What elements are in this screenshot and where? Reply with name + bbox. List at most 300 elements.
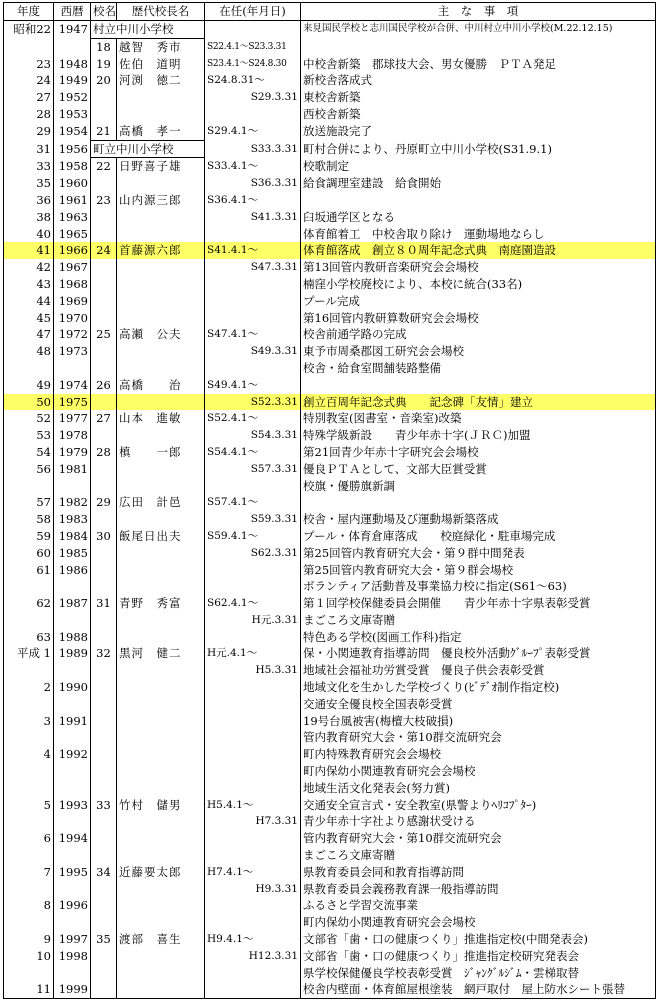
principal-name-cell	[117, 679, 205, 696]
era-cell: 28	[4, 106, 54, 123]
event-cell: 県教育委員会義務教育課一般指導訪問	[301, 881, 656, 898]
principal-name-cell: 槙 一郎	[117, 444, 205, 461]
school-no-cell: 27	[91, 410, 117, 427]
event-cell: 校舎内壁面・体育館屋根塗装 網戸取付 屋上防水シート張替	[301, 981, 656, 998]
school-name-cell: 町立中川小学校	[91, 140, 205, 158]
school-no-cell	[91, 106, 117, 123]
event-cell: 町内特殊教育研究会会場校	[301, 746, 656, 763]
era-cell	[4, 965, 54, 982]
principal-name-cell	[117, 226, 205, 243]
principal-name-cell: 山内源三郎	[117, 192, 205, 209]
table-row	[4, 797, 656, 814]
year-cell	[54, 881, 91, 898]
header-term: 在任(年月日)	[205, 3, 301, 21]
school-no-cell	[91, 881, 117, 898]
year-cell: 1996	[54, 897, 91, 914]
header-school-no: 校名	[91, 3, 117, 21]
era-cell	[4, 662, 54, 679]
event-cell: 特色ある学校(図画工作科)指定	[301, 629, 656, 646]
school-no-cell: 22	[91, 158, 117, 175]
school-no-cell: 33	[91, 797, 117, 814]
year-cell	[54, 478, 91, 495]
term-cell: H元.4.1～	[205, 645, 301, 662]
principal-name-cell	[117, 763, 205, 780]
event-cell: 校舎前通学路の完成	[301, 326, 656, 343]
term-cell: S23.4.1～S24.8.30	[205, 56, 301, 73]
term-cell: H5.4.1～	[205, 797, 301, 814]
principal-name-cell	[117, 713, 205, 730]
era-cell: 58	[4, 511, 54, 528]
year-cell: 1968	[54, 276, 91, 293]
year-cell	[54, 763, 91, 780]
term-cell	[205, 293, 301, 310]
year-cell: 1966	[54, 242, 91, 259]
era-cell: 27	[4, 89, 54, 106]
principal-name-cell	[117, 175, 205, 192]
year-cell	[54, 965, 91, 982]
era-cell	[4, 696, 54, 713]
table-row	[4, 881, 656, 898]
era-cell: 60	[4, 545, 54, 562]
principal-name-cell	[117, 965, 205, 982]
year-cell: 1952	[54, 89, 91, 106]
school-no-cell: 24	[91, 242, 117, 259]
table-row	[4, 209, 656, 226]
school-no-cell: 29	[91, 494, 117, 511]
term-cell: S33.4.1～	[205, 158, 301, 175]
event-cell: 東校舎新築	[301, 89, 656, 106]
term-cell: H元.3.31	[205, 612, 301, 629]
principal-name-cell	[117, 914, 205, 931]
table-row	[4, 276, 656, 293]
principal-name-cell: 青野 秀富	[117, 595, 205, 612]
term-cell: S33.3.31	[205, 140, 301, 158]
era-cell: 47	[4, 326, 54, 343]
year-cell: 1975	[54, 394, 91, 411]
school-no-cell	[91, 847, 117, 864]
term-cell: S22.4.1～S23.3.31	[205, 38, 301, 55]
event-cell: 校旗・優勝旗新調	[301, 478, 656, 495]
principal-name-cell: 黒河 健二	[117, 645, 205, 662]
event-cell: 19号台風被害(梅檀大枝破損)	[301, 713, 656, 730]
table-row	[4, 511, 656, 528]
term-cell: S47.3.31	[205, 259, 301, 276]
year-cell: 1989	[54, 645, 91, 662]
table-row	[4, 72, 656, 89]
event-cell: 楠窪小学校廃校により、本校に統合(33名)	[301, 276, 656, 293]
event-cell: 中校舎新築 郡球技大会、男女優勝 ＰＴＡ発足	[301, 56, 656, 73]
term-cell	[205, 276, 301, 293]
event-cell: 特別教室(図書室・音楽室)改築	[301, 410, 656, 427]
term-cell: H9.4.1～	[205, 931, 301, 948]
principal-name-cell	[117, 696, 205, 713]
school-no-cell	[91, 562, 117, 579]
school-no-cell	[91, 981, 117, 998]
event-cell: 県教育委員会同和教育指導訪問	[301, 864, 656, 881]
event-cell: 臼坂通学区となる	[301, 209, 656, 226]
principal-name-cell	[117, 729, 205, 746]
event-cell: 第13回管内教研音楽研究会会場校	[301, 259, 656, 276]
year-cell: 1990	[54, 679, 91, 696]
table-row	[4, 377, 656, 394]
term-cell: S62.4.1～	[205, 595, 301, 612]
term-cell	[205, 981, 301, 998]
year-cell	[54, 696, 91, 713]
table-row	[4, 645, 656, 662]
era-cell: 36	[4, 192, 54, 209]
era-cell: 56	[4, 461, 54, 478]
year-cell: 1991	[54, 713, 91, 730]
principal-name-cell	[117, 830, 205, 847]
era-cell: 38	[4, 209, 54, 226]
era-cell: 3	[4, 713, 54, 730]
event-cell: 体育館落成 創立８０周年記念式典 南庭園造設	[301, 242, 656, 259]
year-cell: 1986	[54, 562, 91, 579]
principal-name-cell: 越智 秀市	[117, 38, 205, 55]
term-cell: S62.3.31	[205, 545, 301, 562]
year-cell: 1948	[54, 56, 91, 73]
year-cell: 1995	[54, 864, 91, 881]
table-row	[4, 394, 656, 411]
table-row	[4, 981, 656, 998]
school-no-cell	[91, 226, 117, 243]
era-cell: 41	[4, 242, 54, 259]
table-row	[4, 310, 656, 327]
year-cell	[54, 360, 91, 377]
event-cell: 校舎・給食室間舗装路整備	[301, 360, 656, 377]
school-name-cell: 村立中川小学校	[91, 21, 205, 39]
year-cell: 1988	[54, 629, 91, 646]
principal-name-cell: 渡部 喜生	[117, 931, 205, 948]
year-cell: 1985	[54, 545, 91, 562]
event-cell: 交通安全宣言式・安全教室(県警よりﾍﾘｺﾌﾟﾀｰ)	[301, 797, 656, 814]
era-cell: 5	[4, 797, 54, 814]
school-no-cell: 30	[91, 528, 117, 545]
table-row	[4, 763, 656, 780]
principal-name-cell	[117, 89, 205, 106]
era-cell: 42	[4, 259, 54, 276]
term-cell	[205, 897, 301, 914]
school-no-cell	[91, 914, 117, 931]
era-cell: 7	[4, 864, 54, 881]
term-cell: S29.4.1～	[205, 123, 301, 140]
event-cell: 第25回管内教育研究大会・第９群中間発表	[301, 545, 656, 562]
event-cell: 新校舎落成式	[301, 72, 656, 89]
year-cell: 1947	[54, 21, 91, 39]
header-era: 年度	[4, 3, 54, 21]
term-cell	[205, 578, 301, 595]
year-cell	[54, 847, 91, 864]
event-cell: 第25回管内教育研究大会・第９群会場校	[301, 562, 656, 579]
school-no-cell: 19	[91, 56, 117, 73]
era-cell: 63	[4, 629, 54, 646]
header-year: 西暦	[54, 3, 91, 21]
principal-name-cell: 河渕 徳二	[117, 72, 205, 89]
term-cell: H7.3.31	[205, 813, 301, 830]
principal-name-cell	[117, 612, 205, 629]
table-row	[4, 242, 656, 259]
school-no-cell	[91, 293, 117, 310]
principal-name-cell	[117, 343, 205, 360]
year-cell: 1965	[54, 226, 91, 243]
principal-name-cell	[117, 948, 205, 965]
event-cell: 特殊学級新設 青少年赤十字(ＪＲＣ)加盟	[301, 427, 656, 444]
table-row	[4, 106, 656, 123]
term-cell	[205, 763, 301, 780]
school-no-cell: 35	[91, 931, 117, 948]
event-cell: 第21回青少年赤十字研究会会場校	[301, 444, 656, 461]
school-no-cell	[91, 813, 117, 830]
table-row	[4, 478, 656, 495]
year-cell	[54, 612, 91, 629]
school-no-cell	[91, 713, 117, 730]
year-cell	[54, 914, 91, 931]
year-cell: 1977	[54, 410, 91, 427]
school-no-cell	[91, 679, 117, 696]
year-cell: 1961	[54, 192, 91, 209]
era-cell	[4, 578, 54, 595]
era-cell: 62	[4, 595, 54, 612]
term-cell	[205, 629, 301, 646]
principal-name-cell	[117, 276, 205, 293]
era-cell: 8	[4, 897, 54, 914]
event-cell: まごころ文庫寄贈	[301, 847, 656, 864]
event-cell: 管内教育研究大会・第10群交流研究会	[301, 830, 656, 847]
term-cell: S54.3.31	[205, 427, 301, 444]
era-cell	[4, 38, 54, 55]
term-cell: S47.4.1～	[205, 326, 301, 343]
school-no-cell: 21	[91, 123, 117, 140]
event-cell: 給食調理室建設 給食開始	[301, 175, 656, 192]
principal-name-cell	[117, 545, 205, 562]
principal-name-cell	[117, 461, 205, 478]
era-cell	[4, 729, 54, 746]
era-cell: 59	[4, 528, 54, 545]
term-cell	[205, 847, 301, 864]
term-cell: S59.4.1～	[205, 528, 301, 545]
era-cell: 50	[4, 394, 54, 411]
year-cell	[54, 780, 91, 797]
table-row	[4, 696, 656, 713]
table-row	[4, 746, 656, 763]
event-cell: 青少年赤十字社より感謝状受ける	[301, 813, 656, 830]
school-no-cell	[91, 89, 117, 106]
term-cell	[205, 746, 301, 763]
principal-name-cell	[117, 427, 205, 444]
principal-name-cell: 竹村 儲男	[117, 797, 205, 814]
term-cell	[205, 562, 301, 579]
term-cell	[205, 729, 301, 746]
table-row	[4, 461, 656, 478]
year-cell: 1973	[54, 343, 91, 360]
principal-name-cell: 高橋 孝一	[117, 123, 205, 140]
principal-name-cell: 近藤要太郎	[117, 864, 205, 881]
year-cell: 1960	[54, 175, 91, 192]
table-row	[4, 897, 656, 914]
event-cell: 管内教育研究大会・第10群交流研究会	[301, 729, 656, 746]
table-row	[4, 562, 656, 579]
school-no-cell	[91, 763, 117, 780]
table-row	[4, 662, 656, 679]
principal-name-cell	[117, 981, 205, 998]
year-cell: 1953	[54, 106, 91, 123]
school-no-cell	[91, 948, 117, 965]
event-cell: 町内保幼小関連教育研究会会場校	[301, 914, 656, 931]
era-cell: 49	[4, 377, 54, 394]
term-cell	[205, 21, 301, 39]
year-cell: 1987	[54, 595, 91, 612]
principal-name-cell: 日野喜子雄	[117, 158, 205, 175]
school-no-cell	[91, 478, 117, 495]
school-no-cell: 18	[91, 38, 117, 55]
table-row	[4, 545, 656, 562]
event-cell: 地域生活文化発表会(努力賞)	[301, 780, 656, 797]
header-row	[4, 3, 656, 21]
term-cell	[205, 965, 301, 982]
principal-name-cell	[117, 897, 205, 914]
event-cell: まごころ文庫寄贈	[301, 612, 656, 629]
principal-name-cell	[117, 293, 205, 310]
era-cell	[4, 914, 54, 931]
term-cell	[205, 360, 301, 377]
table-row	[4, 578, 656, 595]
event-cell: 文部省「歯・口の健康つくり」推進指定校(中間発表会)	[301, 931, 656, 948]
principal-name-cell: 山本 進敏	[117, 410, 205, 427]
year-cell: 1972	[54, 326, 91, 343]
table-row	[4, 175, 656, 192]
school-no-cell	[91, 209, 117, 226]
table-row	[4, 780, 656, 797]
table-row	[4, 847, 656, 864]
principal-name-cell	[117, 746, 205, 763]
principal-name-cell: 飯尾日出夫	[117, 528, 205, 545]
era-cell: 33	[4, 158, 54, 175]
year-cell: 1967	[54, 259, 91, 276]
event-cell: 校舎・屋内運動場及び運動場新築落成	[301, 511, 656, 528]
event-cell: 体育館着工 中校舎取り除け 運動場地ならし	[301, 226, 656, 243]
era-cell: 31	[4, 140, 54, 158]
era-cell	[4, 881, 54, 898]
term-cell: S41.3.31	[205, 209, 301, 226]
table-body	[4, 21, 656, 999]
event-cell: ボランティア活動普及事業協力校に指定(S61～63)	[301, 578, 656, 595]
era-cell: 45	[4, 310, 54, 327]
principal-name-cell: 高橋 治	[117, 377, 205, 394]
school-no-cell	[91, 965, 117, 982]
term-cell: S24.8.31～	[205, 72, 301, 89]
principal-name-cell	[117, 511, 205, 528]
era-cell: 35	[4, 175, 54, 192]
year-cell: 1984	[54, 528, 91, 545]
term-cell: S57.3.31	[205, 461, 301, 478]
era-cell	[4, 478, 54, 495]
era-cell	[4, 847, 54, 864]
year-cell: 1993	[54, 797, 91, 814]
term-cell	[205, 226, 301, 243]
table-row	[4, 729, 656, 746]
principal-name-cell	[117, 629, 205, 646]
event-cell: 文部省「歯・口の健康つくり」推進指定校研究発表会	[301, 948, 656, 965]
term-cell: S52.4.1～	[205, 410, 301, 427]
year-cell	[54, 729, 91, 746]
school-no-cell	[91, 746, 117, 763]
school-no-cell: 25	[91, 326, 117, 343]
school-no-cell	[91, 360, 117, 377]
table-row	[4, 326, 656, 343]
school-no-cell	[91, 897, 117, 914]
school-no-cell	[91, 259, 117, 276]
principal-name-cell	[117, 259, 205, 276]
era-cell: 10	[4, 948, 54, 965]
school-no-cell	[91, 662, 117, 679]
term-cell: S36.4.1～	[205, 192, 301, 209]
term-cell	[205, 106, 301, 123]
event-cell: 東予市周桑郡図工研究会会場校	[301, 343, 656, 360]
era-cell: 23	[4, 56, 54, 73]
term-cell	[205, 478, 301, 495]
year-cell: 1983	[54, 511, 91, 528]
principal-name-cell	[117, 578, 205, 595]
term-cell	[205, 914, 301, 931]
principal-name-cell: 首藤源六郎	[117, 242, 205, 259]
school-no-cell	[91, 310, 117, 327]
table-row	[4, 629, 656, 646]
era-cell	[4, 780, 54, 797]
event-cell: 交通安全優良校全国表彰受賞	[301, 696, 656, 713]
year-cell: 1999	[54, 981, 91, 998]
year-cell: 1981	[54, 461, 91, 478]
era-cell: 2	[4, 679, 54, 696]
term-cell: H9.3.31	[205, 881, 301, 898]
principal-name-cell	[117, 813, 205, 830]
year-cell: 1994	[54, 830, 91, 847]
era-cell: 11	[4, 981, 54, 998]
era-cell: 9	[4, 931, 54, 948]
table-row	[4, 965, 656, 982]
year-cell: 1982	[54, 494, 91, 511]
era-cell: 44	[4, 293, 54, 310]
year-cell: 1954	[54, 123, 91, 140]
event-cell: 県学校保健優良学校表彰受賞 ｼﾞｬﾝｸﾞﾙｼﾞﾑ・雲梯取替	[301, 965, 656, 982]
principal-name-cell	[117, 478, 205, 495]
year-cell: 1998	[54, 948, 91, 965]
principal-name-cell	[117, 209, 205, 226]
era-cell: 24	[4, 72, 54, 89]
term-cell: H5.3.31	[205, 662, 301, 679]
header-events: 主 な 事 項	[301, 3, 656, 21]
term-cell: S41.4.1～	[205, 242, 301, 259]
principal-name-cell: 高瀬 公夫	[117, 326, 205, 343]
table-row	[4, 813, 656, 830]
table-row	[4, 226, 656, 243]
term-cell: H12.3.31	[205, 948, 301, 965]
year-cell: 1970	[54, 310, 91, 327]
school-no-cell	[91, 461, 117, 478]
year-cell: 1956	[54, 140, 91, 158]
school-no-cell	[91, 511, 117, 528]
term-cell: S54.4.1～	[205, 444, 301, 461]
school-no-cell	[91, 343, 117, 360]
era-cell: 48	[4, 343, 54, 360]
term-cell: S49.3.31	[205, 343, 301, 360]
event-cell	[301, 38, 656, 55]
table-row	[4, 192, 656, 209]
table-row	[4, 360, 656, 377]
table-row	[4, 343, 656, 360]
school-no-cell: 20	[91, 72, 117, 89]
event-cell: 校歌制定	[301, 158, 656, 175]
year-cell: 1978	[54, 427, 91, 444]
